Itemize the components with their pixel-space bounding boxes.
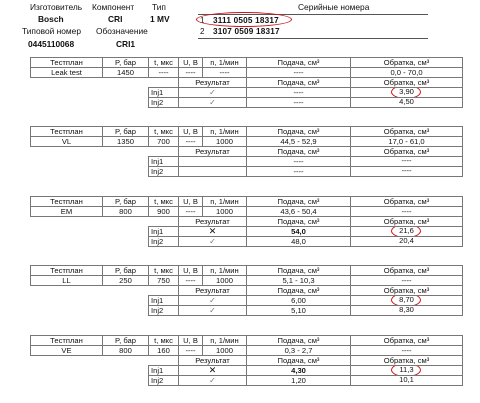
- col-delivery: Подача, см³: [247, 336, 351, 346]
- col-voltage: U, В: [179, 197, 203, 207]
- type-value: 1 MV: [150, 14, 170, 24]
- col-time: t, мкс: [149, 127, 179, 137]
- injector-result: [179, 376, 247, 386]
- test-pressure: 800: [103, 346, 149, 356]
- spacer: [31, 78, 179, 88]
- result-header-row: [31, 217, 463, 227]
- test-voltage: ----: [179, 207, 203, 217]
- injector-return-value: [353, 227, 460, 236]
- injector-result: [179, 366, 247, 376]
- injector-label: Inj2: [149, 98, 179, 108]
- designation-label: Обозначение: [96, 26, 148, 36]
- injector-delivery: 4,30: [247, 366, 351, 376]
- col-result-delivery: Подача, см³: [247, 147, 351, 157]
- cross-icon: ✕: [208, 226, 217, 236]
- check-icon: ✓: [209, 295, 216, 305]
- injector-result: [179, 227, 247, 237]
- serial-highlight-circle: [196, 12, 292, 27]
- injector-return: [351, 167, 463, 177]
- injector-return: [351, 157, 463, 167]
- injector-row: [31, 157, 463, 167]
- col-result-return: Обратка, см³: [351, 286, 463, 296]
- col-rpm: n, 1/мин: [203, 197, 247, 207]
- col-result-return: Обратка, см³: [351, 78, 463, 88]
- injector-delivery: 6,00: [247, 296, 351, 306]
- model-label: Типовой номер: [22, 26, 81, 36]
- spacer: [31, 286, 179, 296]
- injector-delivery: 1,20: [247, 376, 351, 386]
- col-result: Результат: [179, 147, 247, 157]
- test-delivery-range: 43,6 - 50,4: [247, 207, 351, 217]
- injector-return: [351, 306, 463, 316]
- test-pressure: 800: [103, 207, 149, 217]
- col-rpm: n, 1/мин: [203, 336, 247, 346]
- check-icon: ✓: [209, 87, 216, 97]
- injector-label: Inj2: [149, 376, 179, 386]
- col-plan: Тестплан: [31, 197, 103, 207]
- check-icon: ✓: [209, 236, 216, 246]
- col-plan: Тестплан: [31, 127, 103, 137]
- injector-result: [179, 98, 247, 108]
- injector-return-text: 11,3: [399, 365, 414, 374]
- check-icon: ✓: [209, 305, 216, 315]
- injector-row: [31, 237, 463, 247]
- injector-return-text: 3,90: [399, 87, 414, 96]
- injector-return: [351, 376, 463, 386]
- col-delivery: Подача, см³: [247, 58, 351, 68]
- col-rpm: n, 1/мин: [203, 58, 247, 68]
- test-return-range: 0,0 - 70,0: [351, 68, 463, 78]
- col-plan: Тестплан: [31, 58, 103, 68]
- return-highlight-circle: [391, 227, 421, 237]
- injector-return-text: 8,30: [399, 305, 414, 314]
- table-header-row: [31, 58, 463, 68]
- col-return: Обратка, см³: [351, 127, 463, 137]
- test-plan-table-leak-test: [30, 57, 463, 108]
- test-voltage: ----: [179, 68, 203, 78]
- col-rpm: n, 1/мин: [203, 127, 247, 137]
- injector-return-text: ----: [401, 156, 412, 165]
- test-spec-row: [31, 137, 463, 147]
- injector-return-value: [353, 88, 460, 97]
- serial-number-1: 3111 0505 18317: [213, 16, 279, 25]
- result-header-row: [31, 356, 463, 366]
- col-voltage: U, В: [179, 266, 203, 276]
- injector-label: Inj1: [149, 157, 179, 167]
- test-voltage: ----: [179, 346, 203, 356]
- col-return: Обратка, см³: [351, 266, 463, 276]
- injector-label: Inj1: [149, 366, 179, 376]
- col-result-return: Обратка, см³: [351, 356, 463, 366]
- table-header-row: [31, 266, 463, 276]
- test-voltage: ----: [179, 276, 203, 286]
- test-return-range: 17,0 - 61,0: [351, 137, 463, 147]
- col-voltage: U, В: [179, 58, 203, 68]
- return-highlight-circle: [391, 296, 421, 306]
- test-rpm: ----: [203, 68, 247, 78]
- test-delivery-range: 5,1 - 10,3: [247, 276, 351, 286]
- serial-index-1: 1: [200, 16, 205, 25]
- test-return-range: ----: [351, 276, 463, 286]
- col-delivery: Подача, см³: [247, 197, 351, 207]
- test-delivery-range: ----: [247, 68, 351, 78]
- col-result-return: Обратка, см³: [351, 217, 463, 227]
- col-return: Обратка, см³: [351, 58, 463, 68]
- serial-number-2: 3107 0509 18317: [213, 27, 280, 36]
- spacer: [31, 237, 149, 247]
- injector-delivery: 48,0: [247, 237, 351, 247]
- injector-return-text: ----: [401, 166, 412, 175]
- injector-return-value: [353, 157, 460, 166]
- test-name: Leak test: [31, 68, 103, 78]
- component-label: Компонент: [92, 2, 135, 12]
- col-result-delivery: Подача, см³: [247, 356, 351, 366]
- test-time: 700: [149, 137, 179, 147]
- injector-result: [179, 88, 247, 98]
- col-result: Результат: [179, 217, 247, 227]
- test-plan-table-ll: [30, 265, 463, 316]
- injector-return-value: [353, 376, 460, 385]
- test-return-range: ----: [351, 346, 463, 356]
- col-pressure: P, бар: [103, 197, 149, 207]
- test-delivery-range: 0,3 - 2,7: [247, 346, 351, 356]
- manufacturer-label: Изготовитель: [30, 2, 83, 12]
- col-time: t, мкс: [149, 197, 179, 207]
- test-name: LL: [31, 276, 103, 286]
- injector-label: Inj2: [149, 167, 179, 177]
- spacer: [31, 167, 149, 177]
- injector-result: [179, 167, 247, 177]
- injector-return-text: 20,4: [399, 236, 414, 245]
- col-time: t, мкс: [149, 266, 179, 276]
- col-result: Результат: [179, 356, 247, 366]
- spacer: [31, 217, 179, 227]
- injector-return: [351, 88, 463, 98]
- test-time: ----: [149, 68, 179, 78]
- col-result: Результат: [179, 286, 247, 296]
- col-result-return: Обратка, см³: [351, 147, 463, 157]
- injector-delivery: ----: [247, 157, 351, 167]
- component-value: CRI: [108, 14, 123, 24]
- injector-result: [179, 237, 247, 247]
- test-rpm: 1000: [203, 276, 247, 286]
- injector-return-value: [353, 237, 460, 246]
- spacer: [31, 88, 149, 98]
- injector-return-value: [353, 296, 460, 305]
- test-delivery-range: 44,5 - 52,9: [247, 137, 351, 147]
- injector-return-text: 21,6: [399, 226, 414, 235]
- injector-return-value: [353, 306, 460, 315]
- table-header-row: [31, 197, 463, 207]
- col-delivery: Подача, см³: [247, 127, 351, 137]
- injector-delivery: ----: [247, 167, 351, 177]
- test-plan-table-em: [30, 196, 463, 247]
- injector-return-value: [353, 167, 460, 176]
- injector-row: [31, 376, 463, 386]
- injector-return: [351, 366, 463, 376]
- col-rpm: n, 1/мин: [203, 266, 247, 276]
- check-icon: ✓: [209, 97, 216, 107]
- injector-result: [179, 296, 247, 306]
- result-header-row: [31, 147, 463, 157]
- injector-row: [31, 296, 463, 306]
- col-delivery: Подача, см³: [247, 266, 351, 276]
- col-return: Обратка, см³: [351, 336, 463, 346]
- col-plan: Тестплан: [31, 266, 103, 276]
- injector-row: [31, 306, 463, 316]
- type-label: Тип: [152, 2, 166, 12]
- test-pressure: 250: [103, 276, 149, 286]
- col-time: t, мкс: [149, 58, 179, 68]
- injector-return: [351, 296, 463, 306]
- test-time: 750: [149, 276, 179, 286]
- test-name: VE: [31, 346, 103, 356]
- col-return: Обратка, см³: [351, 197, 463, 207]
- injector-return-text: 4,50: [399, 97, 414, 106]
- col-pressure: P, бар: [103, 58, 149, 68]
- model-value: 0445110068: [28, 39, 75, 49]
- test-time: 900: [149, 207, 179, 217]
- spacer: [31, 366, 149, 376]
- injector-return-text: 8,70: [399, 295, 414, 304]
- return-highlight-circle: [391, 366, 421, 376]
- serial-index-2: 2: [200, 27, 205, 36]
- injector-delivery: ----: [247, 88, 351, 98]
- test-rpm: 1000: [203, 207, 247, 217]
- test-plan-table-ve: [30, 335, 463, 386]
- serials-divider-bottom: [198, 38, 428, 39]
- test-spec-row: [31, 346, 463, 356]
- test-plan-table-vl: [30, 126, 463, 177]
- test-rpm: 1000: [203, 346, 247, 356]
- col-result-delivery: Подача, см³: [247, 217, 351, 227]
- test-return-range: ----: [351, 207, 463, 217]
- injector-label: Inj1: [149, 296, 179, 306]
- test-name: EM: [31, 207, 103, 217]
- injector-delivery: 5,10: [247, 306, 351, 316]
- injector-label: Inj2: [149, 237, 179, 247]
- injector-result: [179, 306, 247, 316]
- injector-result: [179, 157, 247, 167]
- col-pressure: P, бар: [103, 127, 149, 137]
- col-result-delivery: Подача, см³: [247, 286, 351, 296]
- injector-label: Inj1: [149, 227, 179, 237]
- col-time: t, мкс: [149, 336, 179, 346]
- serials-label: Серийные номера: [298, 2, 370, 12]
- injector-return: [351, 98, 463, 108]
- test-time: 160: [149, 346, 179, 356]
- spacer: [31, 296, 149, 306]
- injector-delivery: 54,0: [247, 227, 351, 237]
- injector-label: Inj1: [149, 88, 179, 98]
- injector-row: [31, 88, 463, 98]
- injector-label: Inj2: [149, 306, 179, 316]
- injector-row: [31, 98, 463, 108]
- return-highlight-circle: [391, 88, 421, 98]
- spacer: [31, 157, 149, 167]
- injector-return: [351, 227, 463, 237]
- test-spec-row: [31, 68, 463, 78]
- injector-row: [31, 167, 463, 177]
- col-result-delivery: Подача, см³: [247, 78, 351, 88]
- spacer: [31, 356, 179, 366]
- col-pressure: P, бар: [103, 336, 149, 346]
- injector-return-text: 10,1: [399, 375, 414, 384]
- test-name: VL: [31, 137, 103, 147]
- injector-row: [31, 366, 463, 376]
- designation-value: CRI1: [116, 39, 136, 49]
- col-pressure: P, бар: [103, 266, 149, 276]
- table-header-row: [31, 336, 463, 346]
- injector-return: [351, 237, 463, 247]
- test-spec-row: [31, 207, 463, 217]
- col-voltage: U, В: [179, 336, 203, 346]
- injector-return-value: [353, 366, 460, 375]
- col-plan: Тестплан: [31, 336, 103, 346]
- table-header-row: [31, 127, 463, 137]
- test-voltage: ----: [179, 137, 203, 147]
- test-rpm: 1000: [203, 137, 247, 147]
- result-header-row: [31, 78, 463, 88]
- check-icon: ✓: [209, 375, 216, 385]
- injector-row: [31, 227, 463, 237]
- test-spec-row: [31, 276, 463, 286]
- spacer: [31, 376, 149, 386]
- spacer: [31, 306, 149, 316]
- injector-delivery: ----: [247, 98, 351, 108]
- spacer: [31, 227, 149, 237]
- spacer: [31, 98, 149, 108]
- cross-icon: ✕: [208, 365, 217, 375]
- col-result: Результат: [179, 78, 247, 88]
- test-pressure: 1350: [103, 137, 149, 147]
- manufacturer-value: Bosch: [38, 14, 64, 24]
- injector-return-value: [353, 98, 460, 107]
- col-voltage: U, В: [179, 127, 203, 137]
- test-pressure: 1450: [103, 68, 149, 78]
- result-header-row: [31, 286, 463, 296]
- spacer: [31, 147, 179, 157]
